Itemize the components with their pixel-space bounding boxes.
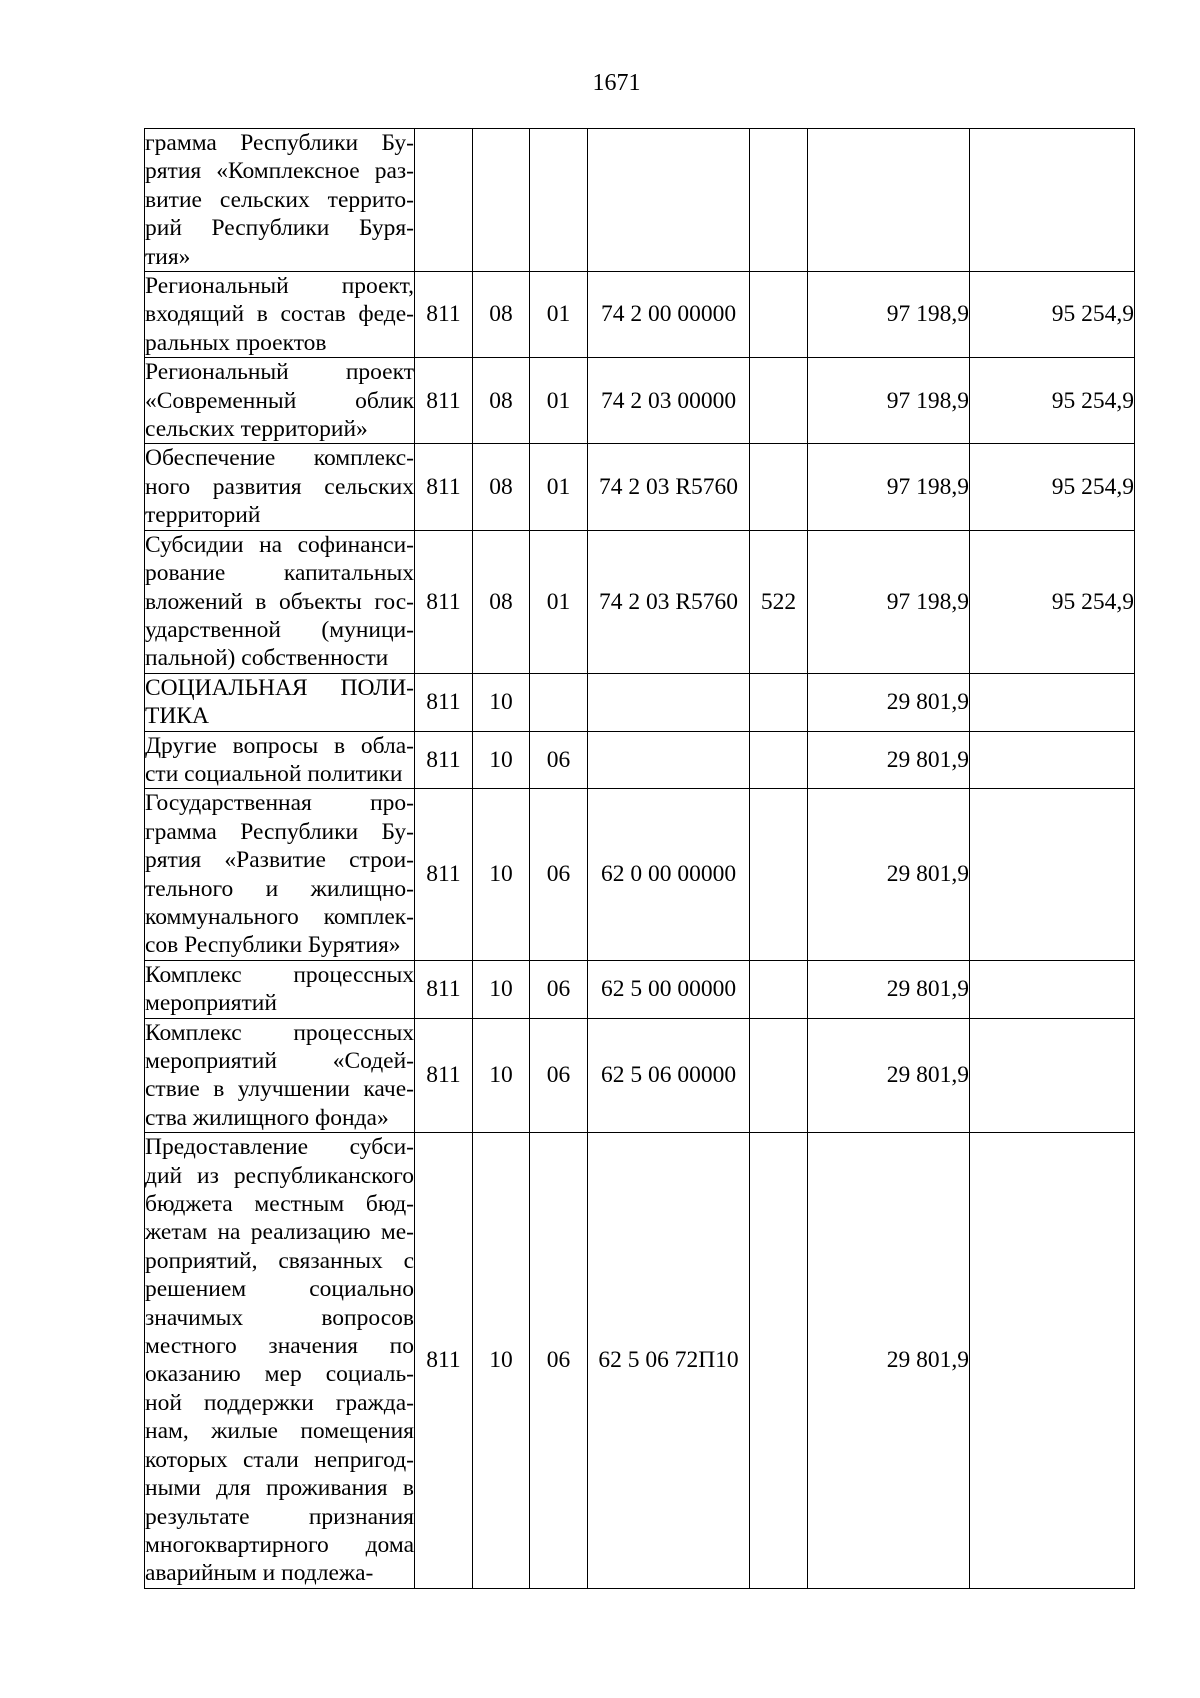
item-name-line: ударственной (муници-	[145, 616, 414, 643]
cell-amount-year-1: 29 801,9	[808, 960, 970, 1018]
cell-amount-year-2	[970, 1018, 1135, 1133]
page-number: 1671	[592, 70, 641, 96]
cell-expense-type	[750, 129, 808, 272]
cell-item-name	[145, 789, 415, 960]
item-name-line: ральных проектов	[145, 329, 327, 356]
item-name-line: ТИКА	[145, 703, 209, 730]
cell-expense-type: 522	[750, 530, 808, 673]
cell-target-article	[588, 129, 750, 272]
cell-item-name	[145, 358, 415, 444]
cell-item-name	[145, 960, 415, 1018]
table-row	[145, 673, 1135, 731]
item-name-line: ствие в улучшении каче-	[145, 1076, 414, 1103]
cell-expense-type	[750, 1018, 808, 1133]
cell-amount-year-1: 97 198,9	[808, 272, 970, 358]
cell-grbs: 811	[415, 1133, 473, 1589]
item-name-line: жетам на реализацию ме-	[145, 1219, 414, 1246]
table-row	[145, 960, 1135, 1018]
cell-expense-type	[750, 731, 808, 789]
cell-amount-year-2: 95 254,9	[970, 358, 1135, 444]
cell-subsection: 01	[530, 358, 588, 444]
item-name-line: мероприятий	[145, 990, 277, 1017]
item-name-line: грамма Республики Бу-	[145, 818, 414, 845]
table-row	[145, 444, 1135, 530]
cell-grbs: 811	[415, 530, 473, 673]
cell-item-name	[145, 129, 415, 272]
cell-expense-type	[750, 673, 808, 731]
item-name-line: вложений в объекты гос-	[145, 588, 414, 615]
item-name-line: ства жилищного фонда»	[145, 1104, 389, 1131]
item-name-line: мероприятий «Содей-	[145, 1048, 414, 1074]
item-name-line: рование капитальных	[145, 560, 414, 587]
table-row	[145, 789, 1135, 960]
cell-target-article: 74 2 03 00000	[588, 358, 750, 444]
cell-target-article: 74 2 03 R5760	[588, 444, 750, 530]
cell-item-name	[145, 1133, 415, 1589]
cell-section: 08	[473, 358, 530, 444]
cell-expense-type	[750, 444, 808, 530]
item-name-line: решением социально	[145, 1276, 414, 1303]
item-name-line: Государственная про-	[145, 790, 414, 817]
table-row	[145, 358, 1135, 444]
cell-expense-type	[750, 272, 808, 358]
item-name-line: «Современный облик	[145, 387, 414, 414]
cell-target-article	[588, 731, 750, 789]
cell-item-name	[145, 272, 415, 358]
cell-target-article	[588, 673, 750, 731]
cell-section: 10	[473, 1133, 530, 1589]
item-name-line: тельного и жилищно-	[145, 875, 414, 902]
item-name-line: грамма Республики Бу-	[145, 130, 414, 156]
cell-amount-year-1: 97 198,9	[808, 530, 970, 673]
cell-amount-year-1: 97 198,9	[808, 358, 970, 444]
cell-amount-year-2	[970, 129, 1135, 272]
cell-subsection: 01	[530, 530, 588, 673]
cell-item-name	[145, 673, 415, 731]
cell-grbs: 811	[415, 272, 473, 358]
cell-subsection	[530, 673, 588, 731]
cell-amount-year-2	[970, 673, 1135, 731]
cell-subsection: 06	[530, 1133, 588, 1589]
cell-subsection: 01	[530, 272, 588, 358]
cell-section: 10	[473, 960, 530, 1018]
cell-grbs: 811	[415, 358, 473, 444]
cell-section: 10	[473, 673, 530, 731]
cell-grbs: 811	[415, 1018, 473, 1133]
item-name-line: Предоставление субси-	[145, 1134, 414, 1161]
item-name-line: оказанию мер социаль-	[145, 1361, 414, 1388]
cell-amount-year-2: 95 254,9	[970, 444, 1135, 530]
cell-amount-year-2	[970, 960, 1135, 1018]
cell-grbs: 811	[415, 789, 473, 960]
cell-amount-year-2: 95 254,9	[970, 272, 1135, 358]
item-name-line: сельских территорий»	[145, 416, 368, 443]
cell-amount-year-1: 29 801,9	[808, 673, 970, 731]
item-name-line: нам, жилые помещения	[145, 1418, 414, 1445]
table-row	[145, 272, 1135, 358]
item-name-line: входящий в состав феде-	[145, 301, 414, 328]
item-name-line: территорий	[145, 502, 261, 529]
item-name-line: витие сельских террито-	[145, 186, 414, 213]
item-name-line: Комплекс процессных	[145, 961, 414, 988]
cell-section: 10	[473, 1018, 530, 1133]
item-name-line: пальной) собственности	[145, 645, 389, 672]
cell-expense-type	[750, 1133, 808, 1589]
cell-grbs	[415, 129, 473, 272]
item-name-line: которых стали непригод-	[145, 1446, 414, 1473]
cell-section	[473, 129, 530, 272]
item-name-line: значимых вопросов	[145, 1304, 414, 1331]
item-name-line: сти социальной политики	[145, 760, 403, 787]
cell-amount-year-1: 29 801,9	[808, 1018, 970, 1133]
item-name-line: рятия «Комплексное раз-	[145, 158, 414, 185]
cell-section: 08	[473, 530, 530, 673]
cell-grbs: 811	[415, 731, 473, 789]
item-name-line: результате признания	[145, 1503, 414, 1530]
cell-grbs: 811	[415, 444, 473, 530]
cell-amount-year-2	[970, 1133, 1135, 1589]
item-name-line: многоквартирного дома	[145, 1531, 414, 1558]
item-name-line: Региональный проект,	[145, 273, 414, 300]
item-name-line: дий из республиканского	[145, 1162, 414, 1189]
table-body	[145, 129, 1135, 1589]
cell-amount-year-2	[970, 731, 1135, 789]
item-name-line: Другие вопросы в обла-	[145, 732, 414, 759]
cell-target-article: 74 2 03 R5760	[588, 530, 750, 673]
cell-subsection: 06	[530, 789, 588, 960]
item-name-line: Субсидии на софинанси-	[145, 531, 414, 558]
cell-item-name	[145, 530, 415, 673]
table-row	[145, 731, 1135, 789]
cell-section: 10	[473, 731, 530, 789]
cell-item-name	[145, 444, 415, 530]
item-name-line: ной поддержки гражда-	[145, 1389, 414, 1416]
item-name-line: ными для проживания в	[145, 1475, 414, 1502]
table-row	[145, 530, 1135, 673]
cell-subsection: 01	[530, 444, 588, 530]
cell-amount-year-1: 97 198,9	[808, 444, 970, 530]
item-name-line: роприятий, связанных с	[145, 1247, 414, 1274]
cell-target-article: 62 5 06 72П10	[588, 1133, 750, 1589]
cell-item-name	[145, 731, 415, 789]
cell-section: 08	[473, 272, 530, 358]
cell-subsection: 06	[530, 731, 588, 789]
cell-section: 08	[473, 444, 530, 530]
cell-expense-type	[750, 960, 808, 1018]
budget-table	[144, 128, 1135, 1589]
cell-amount-year-1	[808, 129, 970, 272]
cell-grbs: 811	[415, 673, 473, 731]
item-name-line: рий Республики Буря-	[145, 215, 414, 242]
cell-subsection	[530, 129, 588, 272]
item-name-line: бюджета местным бюд-	[145, 1191, 414, 1218]
item-name-line: Региональный проект	[145, 359, 414, 386]
cell-target-article: 62 5 00 00000	[588, 960, 750, 1018]
cell-expense-type	[750, 789, 808, 960]
table-row	[145, 1133, 1135, 1589]
table-row	[145, 129, 1135, 272]
cell-section: 10	[473, 789, 530, 960]
cell-target-article: 74 2 00 00000	[588, 272, 750, 358]
cell-target-article: 62 5 06 00000	[588, 1018, 750, 1133]
cell-amount-year-1: 29 801,9	[808, 1133, 970, 1589]
cell-amount-year-2: 95 254,9	[970, 530, 1135, 673]
item-name-line: местного значения по	[145, 1333, 414, 1360]
cell-subsection: 06	[530, 1018, 588, 1133]
item-name-line: ного развития сельских	[145, 473, 414, 500]
item-name-line: рятия «Развитие строи-	[145, 847, 414, 874]
table-row	[145, 1018, 1135, 1133]
item-name-line: сов Республики Бурятия»	[145, 932, 401, 959]
item-name-line: Комплекс процессных	[145, 1019, 414, 1046]
cell-item-name	[145, 1018, 415, 1133]
cell-amount-year-1: 29 801,9	[808, 789, 970, 960]
cell-grbs: 811	[415, 960, 473, 1018]
cell-expense-type	[750, 358, 808, 444]
item-name-line: тия»	[145, 243, 191, 270]
cell-amount-year-2	[970, 789, 1135, 960]
item-name-line: Обеспечение комплекс-	[145, 445, 414, 472]
item-name-line: коммунального комплек-	[145, 903, 414, 930]
item-name-line: аварийным и подлежа-	[145, 1560, 374, 1587]
cell-subsection: 06	[530, 960, 588, 1018]
item-name-line: СОЦИАЛЬНАЯ ПОЛИ-	[145, 674, 414, 701]
cell-target-article: 62 0 00 00000	[588, 789, 750, 960]
cell-amount-year-1: 29 801,9	[808, 731, 970, 789]
